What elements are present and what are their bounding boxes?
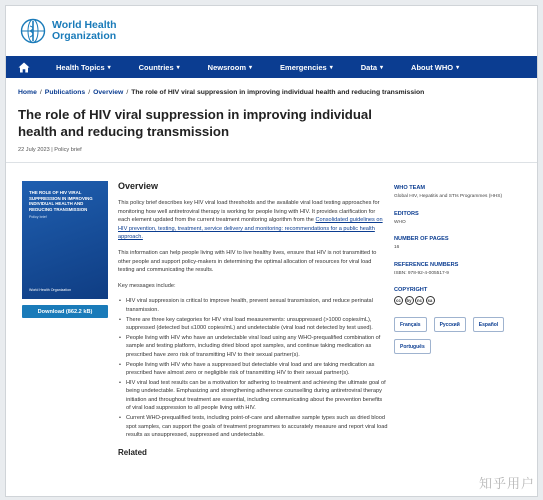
nav-label: Countries: [138, 62, 174, 72]
logo-line2: Organization: [52, 30, 117, 42]
copyright-label: COPYRIGHT: [394, 287, 428, 293]
list-item: • HIV viral suppression is critical to improve health, prevent sexual transmission, and reduce perinatal transmission.: [118, 297, 388, 314]
breadcrumb: [6, 78, 537, 96]
nav-data[interactable]: [347, 63, 397, 72]
list-item: • Current WHO-prequalified tests, including point-of-care and alternative sample types such as dried blood spot samples, can support the goals of treatment programmes to accurately measure and report viral load results as unsuppressed, suppressed and undetectable.: [118, 414, 388, 440]
pages-label: NUMBER OF PAGES: [394, 236, 449, 242]
nav-countries[interactable]: [125, 63, 194, 72]
watermark: 知乎用户: [478, 477, 535, 492]
publication-details: [394, 185, 534, 354]
language-options: [394, 317, 514, 354]
browser-page: [5, 5, 538, 497]
nav-label: Health Topics: [56, 62, 105, 72]
nav-label: Newsroom: [207, 62, 247, 72]
content-area: [6, 163, 537, 493]
site-header: [6, 6, 537, 56]
breadcrumb-publications[interactable]: Publications: [44, 89, 86, 96]
creative-commons-badges[interactable]: [394, 296, 534, 305]
overview-heading: Overview: [118, 181, 159, 191]
cover-footer: World Health Organization: [29, 288, 72, 292]
language-button-spanish[interactable]: Español: [473, 317, 504, 332]
language-button-portuguese[interactable]: Português: [394, 339, 431, 354]
list-item: • There are three key categories for HIV viral load measurements: unsuppressed (>1000 copies/mL), suppressed (detected but ≤1000 copies/mL) and undetectable (viral load not detected by test used).: [118, 316, 388, 333]
nav-label: About WHO: [411, 62, 454, 72]
cover-subtitle: Policy brief: [29, 215, 47, 220]
editors-value: WHO: [394, 219, 406, 225]
breadcrumb-separator: /: [39, 89, 42, 96]
paragraph-text: This policy brief describes key HIV viral load thresholds and the available viral load testing approaches for monitoring how well antiretroviral therapy is working for people living with HIV. It provides clarification for each element updated from the current treatment monitoring algorithm from the: [118, 200, 380, 224]
reference-label: REFERENCE NUMBERS: [394, 261, 459, 268]
logo-wordmark: [52, 20, 117, 42]
breadcrumb-separator: /: [88, 89, 91, 96]
nav-emergencies[interactable]: [266, 63, 347, 72]
key-messages-intro: Key messages include:: [118, 282, 176, 289]
pages-value: 16: [394, 245, 400, 250]
page-title: The role of HIV viral suppression in improving individual health and reducing transmission: [18, 107, 372, 139]
list-item: • People living with HIV who have a suppressed but detectable viral load and are taking medication as prescribed have almost zero or negligible risk of transmitting HIV to their sexual partner(s).: [118, 361, 388, 378]
cc-icon: cc: [394, 296, 403, 305]
overview-section: [118, 181, 388, 457]
home-icon: [18, 62, 30, 73]
nav-about-who[interactable]: [397, 63, 473, 72]
guidelines-link[interactable]: Consolidated guidelines on HIV prevention, testing, treatment, service delivery and monitoring: recommendations for a public health approach.: [118, 217, 383, 241]
breadcrumb-current: The role of HIV viral suppression in improving individual health and reducing transmission: [131, 89, 425, 96]
chevron-down-icon: ▾: [456, 64, 460, 71]
breadcrumb-overview[interactable]: Overview: [93, 89, 124, 96]
publication-cover[interactable]: [22, 181, 108, 299]
chevron-down-icon: ▾: [107, 64, 111, 71]
logo-line1: World Health: [52, 19, 117, 31]
cc-nc-icon: nc: [415, 296, 424, 305]
overview-paragraph-2: This information can help people living with HIV to live healthy lives, ensure that HIV is not transmitted to other people and support policy-makers in determining the optimal allocation of resources for viral load testing and communicating the results.: [118, 249, 377, 274]
breadcrumb-home[interactable]: Home: [18, 89, 37, 96]
download-button[interactable]: Download (862.2 kB): [22, 305, 108, 318]
team-value[interactable]: Global HIV, Hepatitis and STIs Programmes (HHS): [394, 194, 503, 199]
nav-label: Emergencies: [280, 62, 327, 72]
nav-newsroom[interactable]: [194, 63, 266, 72]
list-item: • HIV viral load test results can be a motivation for adhering to treatment and achieving the ultimate goal of being undetectable. Emphasizing and strengthening adherence counselling during antiretroviral therapy initiation and throughout treatment are essential, including communicating about the prevention benefits of viral load suppression to all people living with HIV.: [118, 379, 388, 413]
home-nav-button[interactable]: [6, 56, 42, 78]
list-item: • People living with HIV who have an undetectable viral load using any WHO-prequalified combination of sample and testing platform, including dried blood spot samples, and continue taking medication as prescribed have zero risk of transmitting HIV to their sexual partner(s).: [118, 334, 388, 360]
overview-paragraph-1: [118, 199, 388, 242]
nav-label: Data: [360, 62, 378, 72]
language-button-french[interactable]: Français: [394, 317, 427, 332]
cc-sa-icon: sa: [426, 296, 435, 305]
who-logo[interactable]: [20, 18, 117, 44]
reference-value: ISBN: 978-92-4-005517-9: [394, 270, 449, 276]
cover-title: THE ROLE OF HIV VIRAL SUPPRESSION IN IMPROVING INDIVIDUAL HEALTH AND REDUCING TRANSMISSION: [29, 190, 93, 212]
editors-label: EDITORS: [394, 210, 419, 217]
language-button-russian[interactable]: Русский: [434, 317, 466, 332]
cc-by-icon: by: [405, 296, 414, 305]
chevron-down-icon: ▾: [329, 64, 333, 71]
breadcrumb-separator: /: [126, 89, 129, 96]
nav-health-topics[interactable]: [42, 63, 125, 72]
chevron-down-icon: ▾: [176, 64, 180, 71]
main-nav: [6, 56, 537, 78]
team-label: WHO TEAM: [394, 185, 426, 191]
publication-meta: 22 July 2023 | Policy brief: [18, 147, 82, 153]
related-heading: Related: [118, 447, 147, 457]
key-messages-list: [118, 297, 388, 440]
who-emblem-icon: [20, 18, 46, 44]
chevron-down-icon: ▾: [380, 64, 384, 71]
chevron-down-icon: ▾: [249, 64, 253, 71]
cover-column: [22, 181, 108, 318]
